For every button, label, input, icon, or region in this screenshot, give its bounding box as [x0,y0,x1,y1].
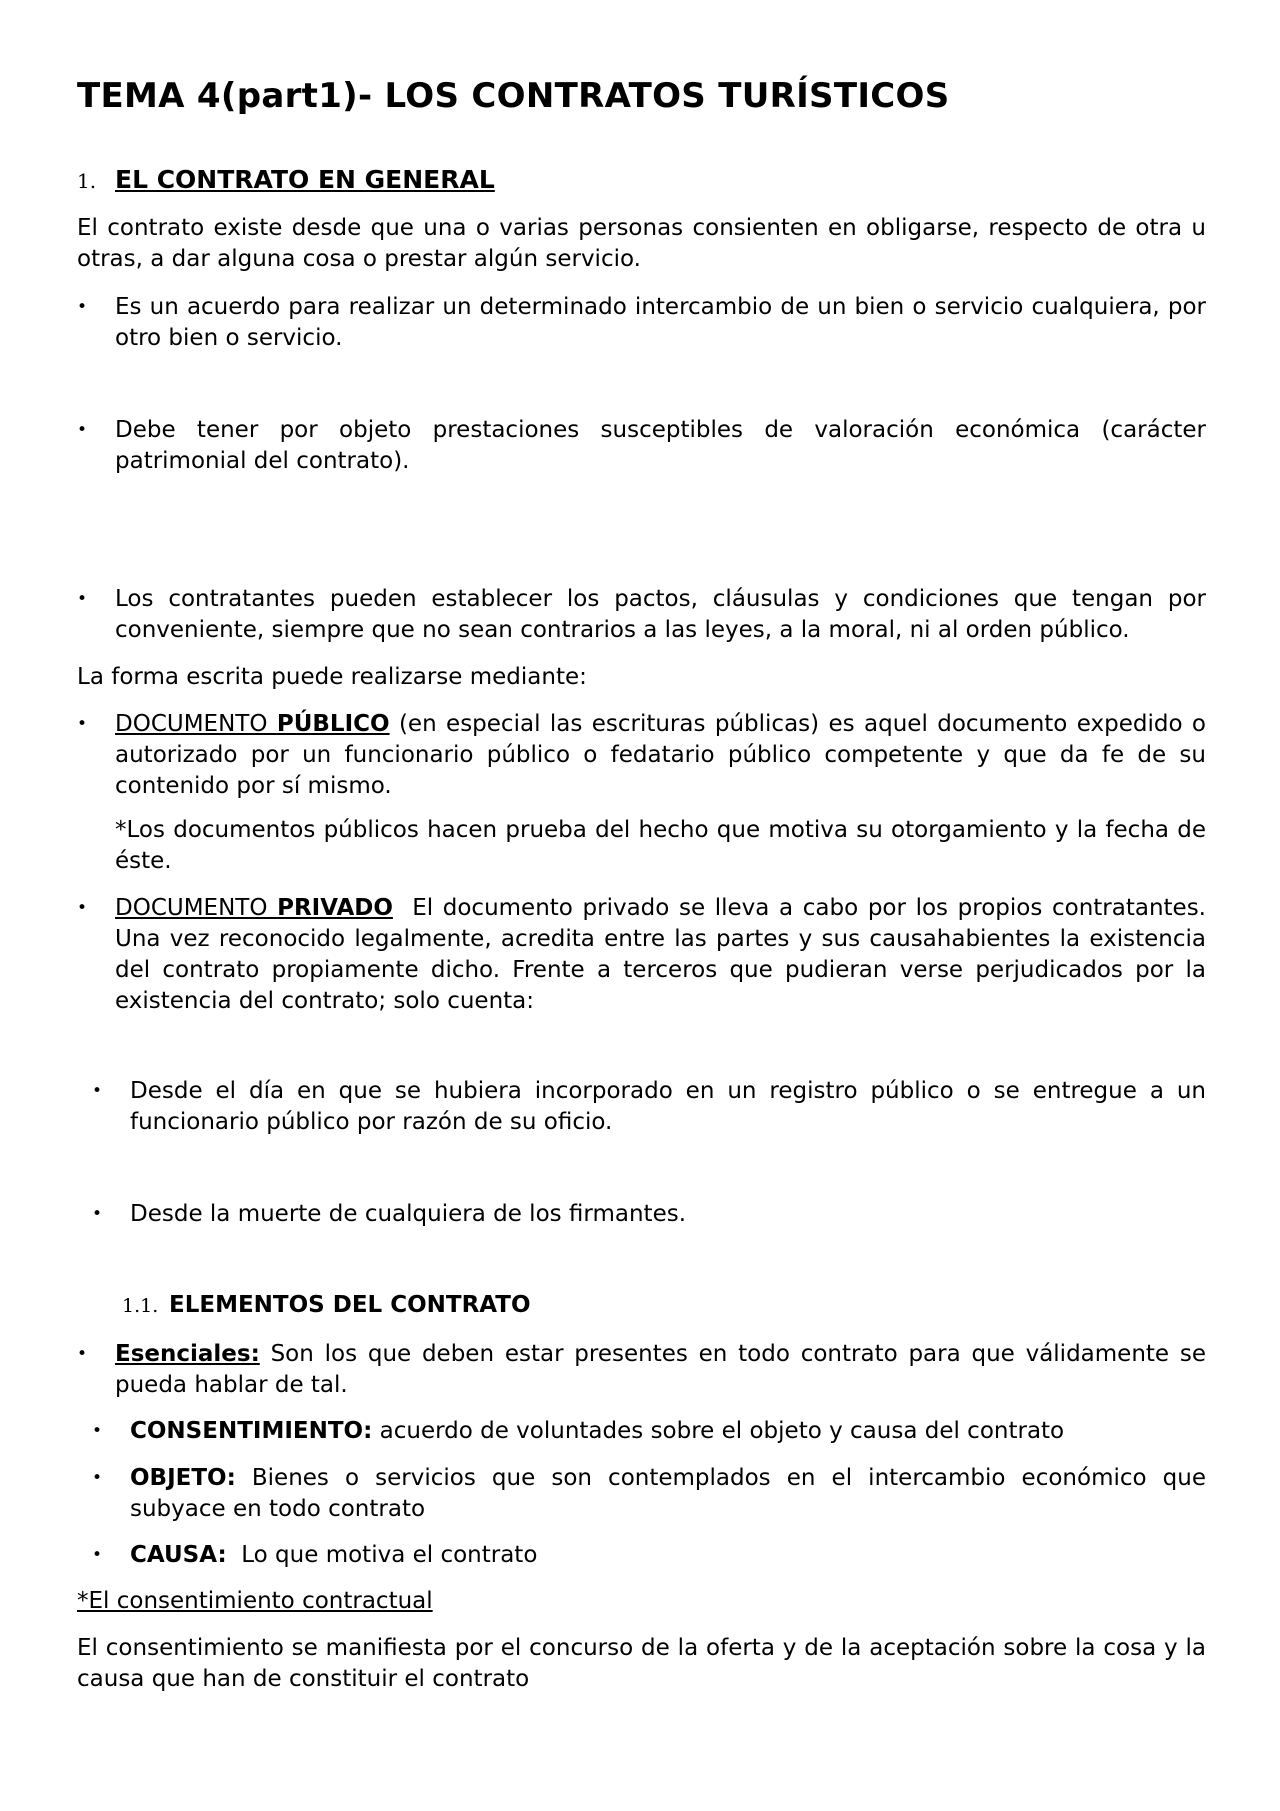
consent-heading: *El consentimiento contractual [77,1588,433,1614]
document-title: TEMA 4(part1)- LOS CONTRATOS TURÍSTICOS [77,76,950,116]
documento-publico-text: DOCUMENTO PÚBLICO (en especial las escrituras públicas) es aquel documento expedido o autorizado por un funcionario público o fedatario público competente y que da fe de su contenido por sí mismo. [115,711,1206,799]
documento-publico-label: DOCUMENTO PÚBLICO [115,711,390,737]
documento-privado-text: DOCUMENTO PRIVADO El documento privado se lleva a cabo por los propios contratantes. Una vez reconocido legalmente, acredita entre las partes y sus causahabientes la existencia del contrato propiamente dicho. Frente a terceros que pudieran verse perjudicados por la existencia del contrato; solo cuenta: [115,895,1214,1014]
bullet-icon: • [92,1081,103,1101]
list-item-documento-publico [77,709,1206,802]
bullet-icon: • [77,589,88,609]
bullet-icon: • [92,1468,103,1488]
element-text: CAUSA: Lo que motiva el contrato [130,1542,538,1568]
list-item-text: Los contratantes pueden establecer los pactos, cláusulas y condiciones que tengan por conveniente, siempre que no sean contrarios a las leyes, a la moral, ni al orden público. [115,586,1206,643]
element-text: OBJETO: Bienes o servicios que son contemplados en el intercambio económico que subyace en todo contrato [130,1465,1206,1522]
sub-list-item-text: Desde el día en que se hubiera incorporado en un registro público o se entregue a un funcionario público por razón de su oficio. [130,1078,1206,1135]
list-item-text: Debe tener por objeto prestaciones susceptibles de valoración económica (carácter patrimonial del contrato). [115,417,1206,474]
list-item [77,292,1206,354]
section-1-number: 1. [77,169,97,193]
bullet-icon: • [92,1204,103,1224]
esenciales-label: Esenciales: [115,1341,260,1367]
section-1-1-number: 1.1. [122,1295,159,1317]
bullet-icon: • [77,420,88,440]
intro-paragraph: El contrato existe desde que una o varias personas consienten en obligarse, respecto de otra u otras, a dar alguna cosa o prestar algún servicio. [77,215,1206,272]
element-item-consentimiento [92,1416,1206,1447]
documento-publico-note: *Los documentos públicos hacen prueba del hecho que motiva su otorgamiento y la fecha de éste. [115,817,1206,874]
bullet-icon: • [92,1545,103,1565]
consent-paragraph: El consentimiento se manifiesta por el concurso de la oferta y de la aceptación sobre la cosa y la causa que han de constituir el contrato [77,1635,1206,1692]
bullet-icon: • [77,1344,88,1364]
section-1-1-heading [122,1289,531,1322]
element-item-objeto [92,1463,1206,1525]
bullet-icon: • [77,898,88,918]
list-item-text: Es un acuerdo para realizar un determinado intercambio de un bien o servicio cualquiera, por otro bien o servicio. [115,294,1206,351]
element-item-causa [92,1540,1206,1571]
esenciales-text: Esenciales: Son los que deben estar presentes en todo contrato para que válidamente se pueda hablar de tal. [115,1341,1206,1398]
section-1-heading [77,163,495,198]
section-1-title: EL CONTRATO EN GENERAL [115,165,495,194]
element-text: CONSENTIMIENTO: acuerdo de voluntades sobre el objeto y causa del contrato [130,1418,1065,1444]
list-item [77,415,1206,477]
bullet-icon: • [92,1421,103,1441]
forma-intro: La forma escrita puede realizarse mediante: [77,664,587,690]
bullet-icon: • [77,714,88,734]
list-item [77,584,1206,646]
list-item-esenciales [77,1339,1206,1401]
section-1-1-title: ELEMENTOS DEL CONTRATO [169,1292,531,1318]
list-item-documento-privado [77,893,1214,1017]
sub-list-item-text: Desde la muerte de cualquiera de los firmantes. [130,1201,687,1227]
bullet-icon: • [77,297,88,317]
documento-privado-label: DOCUMENTO PRIVADO [115,895,393,921]
sub-list-item [92,1076,1206,1138]
sub-list-item [92,1199,1206,1230]
